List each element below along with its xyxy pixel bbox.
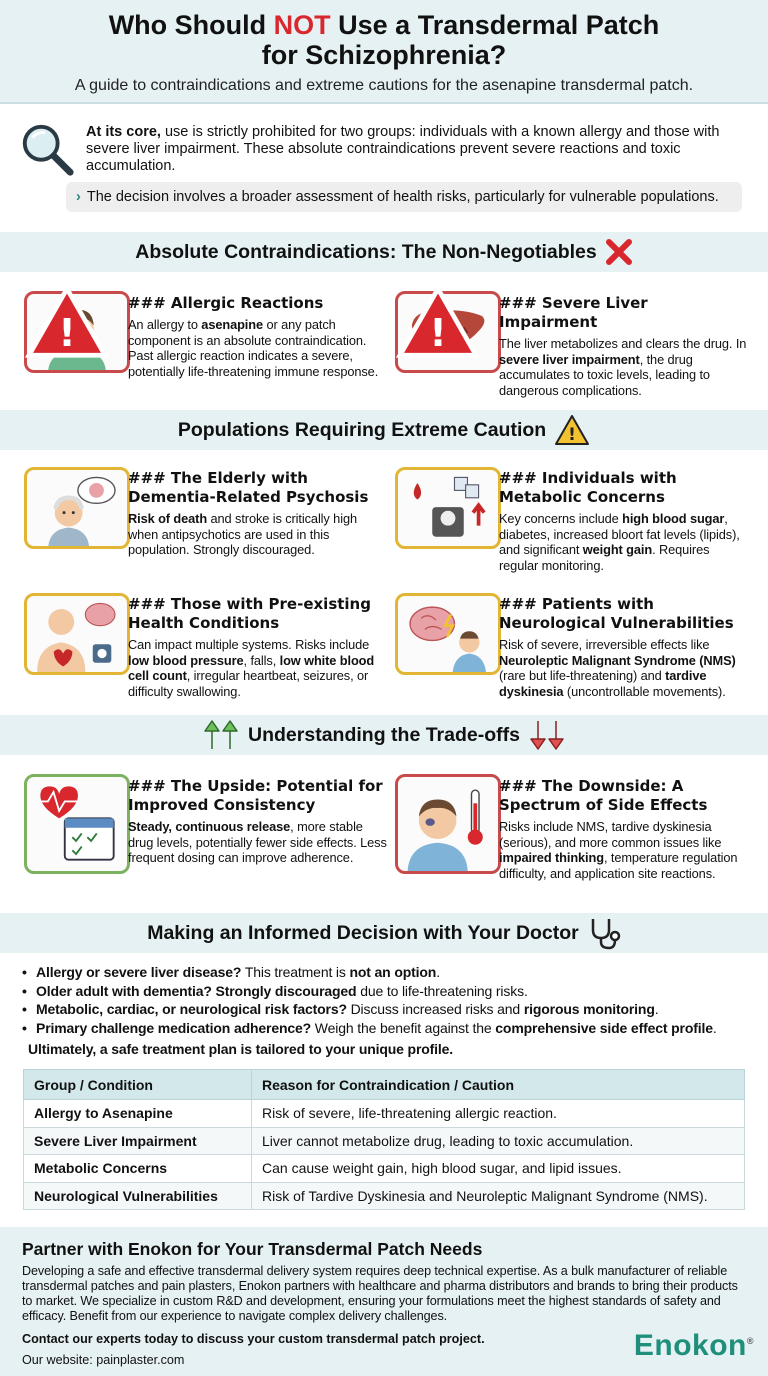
neuro-illustration (395, 593, 501, 675)
intro-note: › The decision involves a broader assessment of health risks, particularly for vulnerable populations. (66, 182, 742, 212)
page-subtitle: A guide to contraindications and extreme cautions for the asenapine transdermal patch. (74, 77, 694, 94)
list-item: • Allergy or severe liver disease? This treatment is not an option. (36, 963, 768, 982)
table-header: Group / Condition (24, 1070, 252, 1100)
caution-cards (0, 450, 768, 715)
card-neuro: ### Patients with Neurological Vulnerabilities Risk of severe, irreversible effects like Neuroleptic Malignant Syndrome (NMS) (rare but life-threatening) and tardive dyskinesia (uncontrollable movements). (499, 595, 736, 699)
enokon-logo: Enokon® (633, 1329, 754, 1362)
table-row: Severe Liver Impairment Liver cannot metabolize drug, leading to toxic accumulation. (24, 1127, 745, 1155)
list-item: • Metabolic, cardiac, or neurological risk factors? Discuss increased risks and rigorous monitoring. (36, 1000, 768, 1019)
card-elderly: ### The Elderly with Dementia-Related Psychosis Risk of death and stroke is critically high when antipsychotics are used in this population. Strongly discouraged. (128, 469, 369, 557)
card-upside: ### The Upside: Potential for Improved Consistency Steady, continuous release, more stable drug levels, potentially fewer side effects. Less frequent dosing can improve adherence. (128, 777, 387, 865)
intro-text: At its core, use is strictly prohibited for two groups: individuals with a known allergy and those with severe liver impairment. These absolute contraindications prevent severe reactions and toxic accumulation. (86, 124, 720, 174)
footer-body: Developing a safe and effective transdermal delivery system requires deep technical expertise. As a bulk manufacturer of reliable transdermal patches and pain plasters, Enokon partners with healthcare and pharma distributors and brands to bring their products to market. We specialize in custom R&D and development, ensuring your formulations meet the highest standards of safety and efficacy. Benefit from our experience to navigate complex delivery challenges. (22, 1264, 738, 1323)
section-tradeoffs: Understanding the Trade-offs (0, 715, 768, 755)
brain-lightning-icon (398, 596, 498, 672)
table-row: Allergy to Asenapine Risk of severe, life-threatening allergic reaction. (24, 1100, 745, 1128)
table-header-row (24, 1070, 745, 1100)
intro-section (0, 104, 768, 232)
fever-person-icon (398, 777, 498, 871)
elderly-illustration (24, 467, 130, 549)
heart-calendar-icon (27, 777, 127, 871)
chevron-right-icon: › (76, 189, 81, 205)
section-caution: Populations Requiring Extreme Caution ! (0, 410, 768, 450)
footer-contact: Contact our experts today to discuss your custom transdermal patch project. (22, 1332, 485, 1346)
arrows-up-icon (202, 719, 240, 751)
card-allergic: ### Allergic Reactions An allergy to asenapine or any patch component is an absolute contraindication. Past allergic reaction indicates a severe, potentially life-threatening immune response. (128, 294, 379, 379)
tradeoff-cards (0, 755, 768, 913)
page-title: Who Should NOT Use a Transdermal Patch for Schizophrenia? (108, 10, 660, 70)
scale-sugar-icon (398, 470, 498, 546)
svg-text:!: ! (429, 310, 447, 355)
magnifier-icon (18, 122, 76, 180)
title-emphasis: NOT (273, 10, 331, 40)
list-item: • Primary challenge medication adherence? Weigh the benefit against the comprehensive side effect profile. (36, 1019, 768, 1038)
table-header: Reason for Contraindication / Caution (252, 1070, 745, 1100)
list-item: • Older adult with dementia? Strongly discouraged due to life-threatening risks. (36, 982, 768, 1001)
table-row: Metabolic Concerns Can cause weight gain, high blood sugar, and lipid issues. (24, 1155, 745, 1183)
metabolic-illustration (395, 467, 501, 549)
footer (0, 1227, 768, 1376)
card-preexisting: ### Those with Pre-existing Health Conditions Can impact multiple systems. Risks include low blood pressure, falls, low white blood cell count, irregular heartbeat, seizures, or difficulty swallowing. (128, 595, 375, 699)
summary-table (23, 1069, 745, 1210)
svg-text:!: ! (568, 425, 577, 445)
card-downside: ### The Downside: A Spectrum of Side Effects Risks include NMS, tardive dyskinesia (serious), and more common issues like impaired thinking, temperature regulation difficulty, and application site reactions. (499, 777, 738, 881)
absolute-cards (0, 272, 768, 410)
allergy-illustration (24, 291, 130, 373)
warning-icon (388, 284, 488, 360)
decision-summary: Ultimately, a safe treatment plan is tailored to your unique profile. (28, 1041, 454, 1057)
footer-title: Partner with Enokon for Your Transdermal Patch Needs (22, 1239, 483, 1259)
svg-text:!: ! (58, 310, 76, 355)
footer-website: Our website: painplaster.com (22, 1353, 185, 1367)
preexisting-illustration (24, 593, 130, 675)
body-heart-icon (27, 596, 127, 672)
liver-illustration (395, 291, 501, 373)
red-x-icon (605, 238, 633, 266)
elderly-brain-icon (27, 470, 127, 546)
warning-icon (17, 284, 117, 360)
section-absolute: Absolute Contraindications: The Non-Negotiables (0, 232, 768, 272)
card-metabolic: ### Individuals with Metabolic Concerns Key concerns include high blood sugar, diabetes, increased bloort fat levels (lipids), and significant weight gain. Requires regular monitoring. (499, 469, 740, 573)
warning-yellow-icon (554, 414, 590, 446)
table-row: Neurological Vulnerabilities Risk of Tardive Dyskinesia and Neuroleptic Malignant Syndrome (NMS). (24, 1182, 745, 1210)
card-liver: ### Severe Liver Impairment The liver metabolizes and clears the drug. In severe liver impairment, the drug accumulates to toxic levels, leading to dangerous complications. (499, 294, 747, 398)
section-decision: Making an Informed Decision with Your Doctor (0, 913, 768, 953)
page-header (0, 0, 768, 104)
arrows-down-icon (528, 719, 566, 751)
upside-illustration (24, 774, 130, 874)
decision-list (0, 963, 768, 1057)
downside-illustration (395, 774, 501, 874)
stethoscope-icon (587, 916, 621, 950)
